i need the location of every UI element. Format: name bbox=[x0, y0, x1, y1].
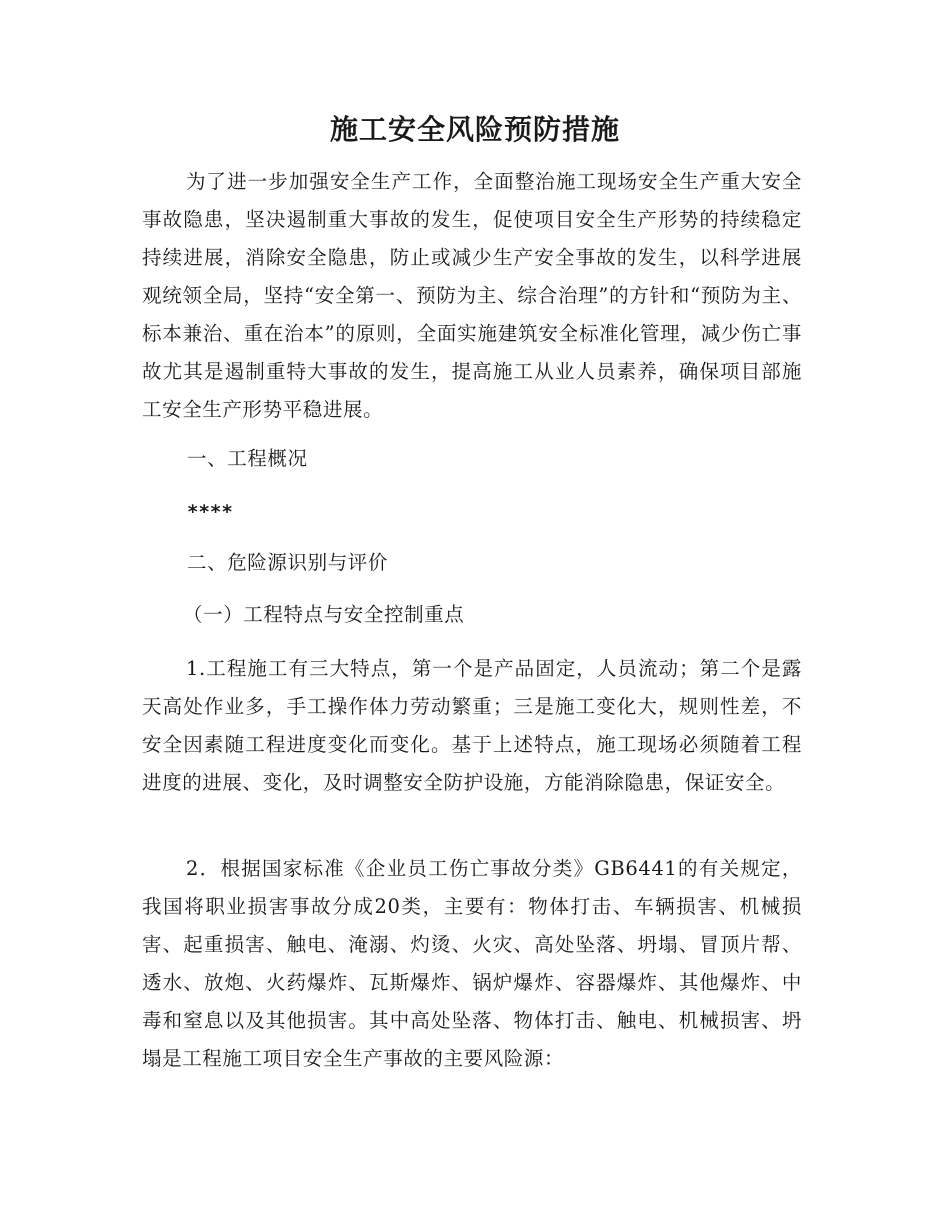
section2-heading: 二、危险源识别与评价 bbox=[187, 551, 389, 574]
subsection1-heading: （一）工程特点与安全控制重点 bbox=[183, 603, 465, 626]
item1-paragraph: 1.工程施工有三大特点，第一个是产品固定，人员流动；第二个是露天高处作业多，手工操作体力劳动繁重；三是施工变化大，规则性差，不安全因素随工程进度变化而变化。基于上述特点，施工现场必须随着工程进度的进展、变化，及时调整安全防护设施，方能消除隐患，保证安全。 bbox=[142, 657, 802, 794]
section1-body: **** bbox=[187, 501, 233, 523]
section1-heading: 一、工程概况 bbox=[187, 447, 308, 470]
document-title: 施工安全风险预防措施 bbox=[329, 113, 620, 146]
item2-paragraph: 2．根据国家标准《企业员工伤亡事故分类》GB6441的有关规定，我国将职业损害事故分成20类，主要有：物体打击、车辆损害、机械损害、起重损害、触电、淹溺、灼烫、火灾、高处坠落、坍塌、冒顶片帮、透水、放炮、火药爆炸、瓦斯爆炸、锅炉爆炸、容器爆炸、其他爆炸、中毒和窒息以及其他损害。其中高处坠落、物体打击、触电、机械损害、坍塌是工程施工项目安全生产事故的主要风险源： bbox=[142, 857, 802, 1070]
intro-paragraph: 为了进一步加强安全生产工作，全面整治施工现场安全生产重大安全事故隐患，坚决遏制重大事故的发生，促使项目安全生产形势的持续稳定持续进展，消除安全隐患，防止或减少生产安全事故的发生，以科学进展观统领全局，坚持“安全第一、预防为主、综合治理”的方针和“预防为主、标本兼治、重在治本”的原则，全面实施建筑安全标准化管理，减少伤亡事故尤其是遏制重特大事故的发生，提高施工从业人员素养，确保项目部施工安全生产形势平稳进展。 bbox=[142, 170, 802, 421]
